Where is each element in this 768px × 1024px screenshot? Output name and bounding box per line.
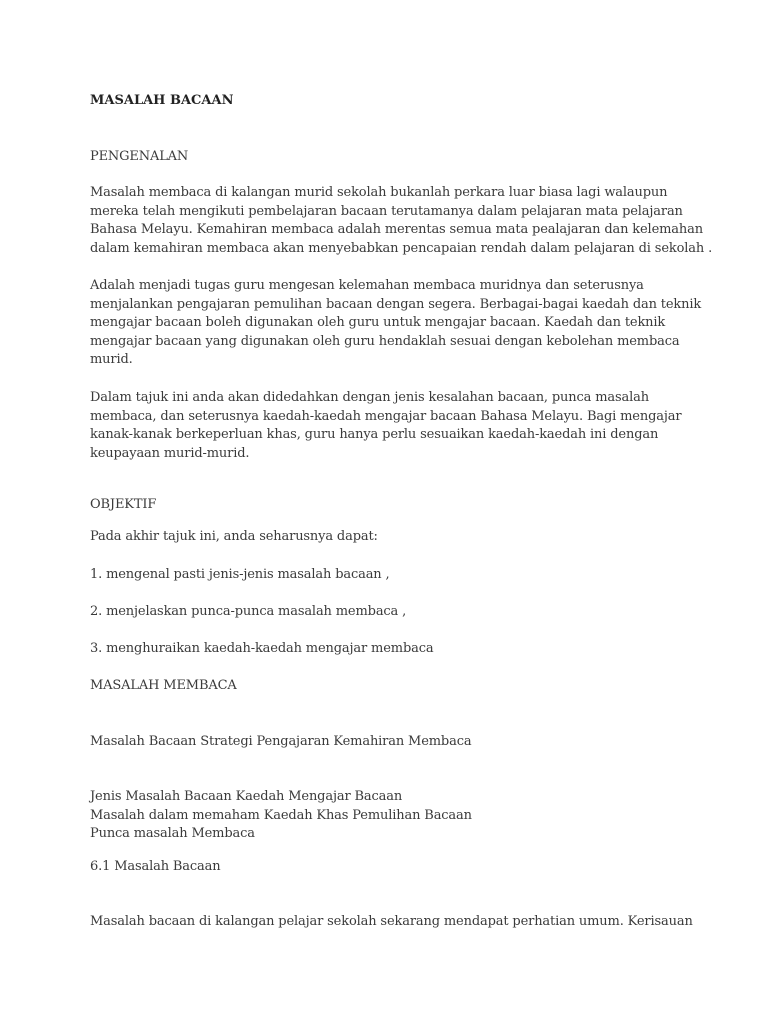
paragraph-line: menjalankan pengajaran pemulihan bacaan dengan segera. Berbagai-bagai kaedah dan teknik [90,296,702,312]
intro-paragraph-2 [90,277,702,370]
paragraph-line: Bahasa Melayu. Kemahiran membaca adalah merentas semua mata pealajaran dan kelemahan [90,222,703,237]
objective-item-1: 1. mengenal pasti jenis-jenis masalah bacaan , [90,567,390,582]
objective-item-3: 3. menghuraikan kaedah-kaedah mengajar membaca [90,641,434,656]
intro-paragraph-1 [90,184,713,258]
document-title: MASALAH BACAAN [90,93,234,108]
paragraph-line: Adalah menjadi tugas guru mengesan kelemahan membaca muridnya dan seterusnya [90,278,644,293]
objectives-intro: Pada akhir tajuk ini, anda seharusnya dapat: [90,529,378,544]
paragraph-line: membaca, dan seterusnya kaedah-kaedah mengajar bacaan Bahasa Melayu. Bagi mengajar [90,408,682,424]
subsection-heading: 6.1 Masalah Bacaan [90,859,221,874]
body-paragraph-4: Masalah bacaan di kalangan pelajar sekolah sekarang mendapat perhatian umum. Kerisauan [90,914,693,929]
paragraph-line: kanak-kanak berkeperluan khas, guru hanya perlu sesuaikan kaedah-kaedah ini dengan [90,427,659,442]
paragraph-line: murid. [90,352,133,367]
diagram-text-block [90,788,690,844]
paragraph-line: mengajar bacaan yang digunakan oleh guru hendaklah sesuai dengan kebolehan membaca [90,333,680,349]
paragraph-line: mereka telah mengikuti pembelajaran bacaan terutamanya dalam pelajaran mata pelajaran [90,203,683,219]
objective-item-2: 2. menjelaskan punca-punca masalah membaca , [90,604,407,619]
paragraph-line: Masalah membaca di kalangan murid sekolah bukanlah perkara luar biasa lagi walaupun [90,185,668,200]
diagram-line: Masalah dalam memaham Kaedah Khas Pemulihan Bacaan [90,807,472,823]
intro-heading: PENGENALAN [90,149,189,164]
paragraph-line: Dalam tajuk ini anda akan didedahkan dengan jenis kesalahan bacaan, punca masalah [90,390,649,405]
diagram-line: Jenis Masalah Bacaan Kaedah Mengajar Bacaan [90,789,403,804]
paragraph-line: mengajar bacaan boleh digunakan oleh guru untuk mengajar bacaan. Kaedah dan teknik [90,315,666,330]
objectives-heading: OBJEKTIF [90,497,157,512]
paragraph-line: dalam kemahiran membaca akan menyebabkan pencapaian rendah dalam pelajaran di sekolah . [90,240,713,256]
intro-paragraph-3 [90,389,690,463]
diagram-line: Punca masalah Membaca [90,826,255,841]
paragraph-line: keupayaan murid-murid. [90,445,250,461]
diagram-text-line: Masalah Bacaan Strategi Pengajaran Kemahiran Membaca [90,734,472,749]
section-heading: MASALAH MEMBACA [90,678,237,693]
